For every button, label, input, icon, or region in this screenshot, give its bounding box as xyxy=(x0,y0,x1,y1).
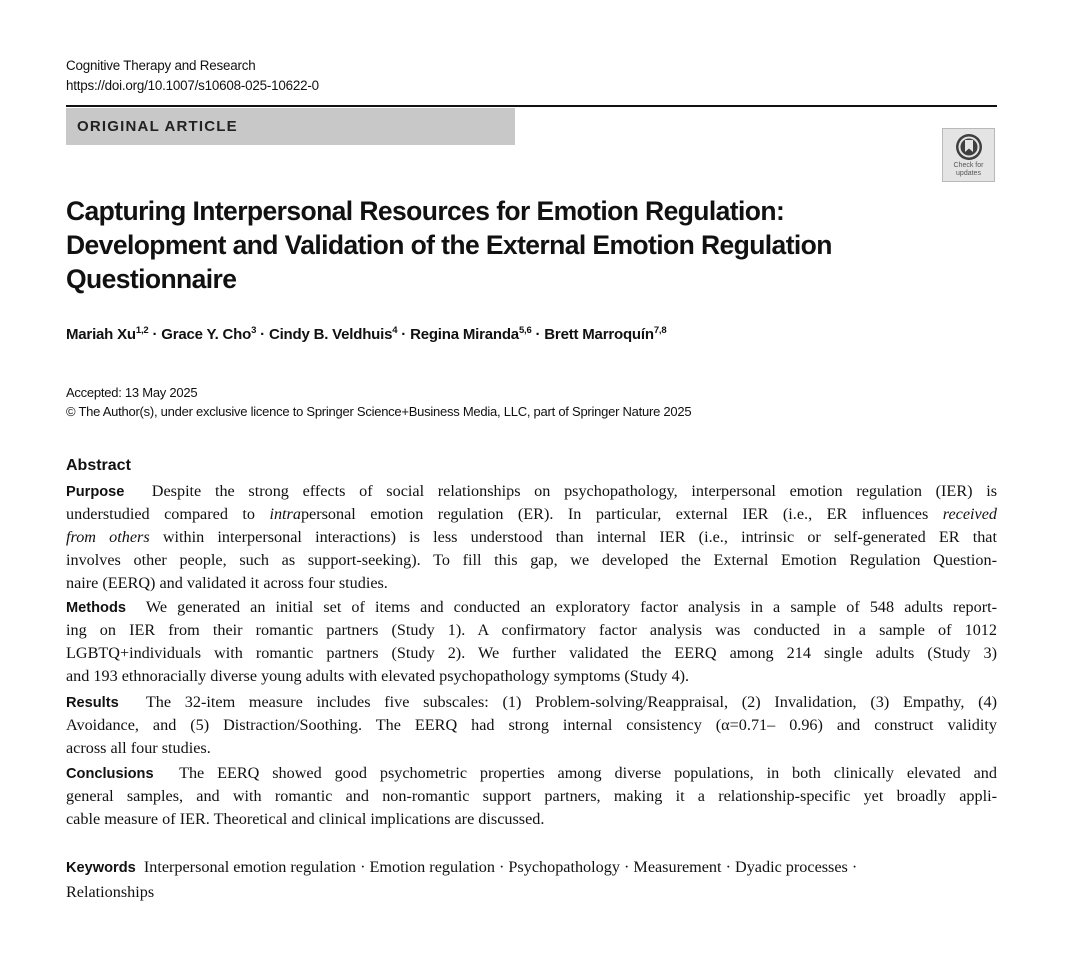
methods-text: We generated an initial set of items and conducted an exploratory factor analysis in a sample of 548 adults report- xyxy=(145,598,997,616)
abstract-line: from others within interpersonal interactions) is less understood than internal IER (i.e., intrinsic or self-generated ER that xyxy=(66,528,997,546)
journal-header xyxy=(66,56,319,96)
keyword[interactable]: Dyadic processes xyxy=(735,858,848,876)
purpose-text: Despite the strong effects of social relationships on psychopathology, interpersonal emotion regulation (IER) is xyxy=(151,482,998,500)
article-type-label: ORIGINAL ARTICLE xyxy=(77,118,238,135)
author-separator: · xyxy=(260,326,265,343)
abstract-line xyxy=(66,762,997,785)
abstract-line xyxy=(66,480,997,503)
author-affiliation: 7,8 xyxy=(653,325,667,336)
accepted-date: Accepted: 13 May 2025 xyxy=(66,385,198,400)
author-affiliation: 3 xyxy=(251,325,257,336)
conclusions-label: Conclusions xyxy=(66,766,154,782)
keyword[interactable]: Emotion regulation xyxy=(369,858,495,876)
author-affiliation: 5,6 xyxy=(518,325,532,336)
author-affiliation: 4 xyxy=(392,325,398,336)
abstract-line: general samples, and with romantic and non-romantic support partners, making it a relationship-specific yet broadly appli- xyxy=(66,787,997,805)
abstract-line: ing on IER from their romantic partners (Study 1). A confirmatory factor analysis was conducted in a sample of 1012 xyxy=(66,621,997,639)
abstract-line xyxy=(66,596,997,619)
abstract-line: across all four studies. xyxy=(66,739,211,757)
keyword[interactable]: Psychopathology xyxy=(508,858,620,876)
abstract-line: cable measure of IER. Theoretical and clinical implications are discussed. xyxy=(66,810,545,828)
conclusions-text: The EERQ showed good psychometric properties among diverse populations, in both clinically elevated and xyxy=(179,764,997,782)
abstract-line: LGBTQ+individuals with romantic partners (Study 2). We further validated the EERQ among 214 single adults (Study 3) xyxy=(66,644,997,662)
abstract-line: Avoidance, and (5) Distraction/Soothing. The EERQ had strong internal consistency (α=0.71– 0.96) and construct validity xyxy=(66,716,997,734)
publication-dates xyxy=(66,383,691,421)
author-separator: · xyxy=(535,326,541,343)
author-affiliation: 1,2 xyxy=(135,325,149,336)
header-divider xyxy=(66,105,997,107)
check-updates-label: Check for updates xyxy=(953,162,984,177)
article-type-banner xyxy=(66,108,515,145)
doi-link[interactable]: https://doi.org/10.1007/s10608-025-10622-0 xyxy=(66,78,319,93)
keywords-label: Keywords xyxy=(66,860,136,876)
journal-name: Cognitive Therapy and Research xyxy=(66,58,256,73)
results-label: Results xyxy=(66,695,119,711)
author-separator: · xyxy=(401,326,407,343)
abstract-line: and 193 ethnoracially diverse young adults with elevated psychopathology symptoms (Study 4). xyxy=(66,667,690,685)
article-title: Capturing Interpersonal Resources for Emotion Regulation: Development and Validation of the External Emotion Regulation Questionnaire xyxy=(66,196,832,294)
author-name[interactable]: Grace Y. Cho xyxy=(161,326,252,343)
abstract-line xyxy=(66,691,997,714)
purpose-label: Purpose xyxy=(66,484,125,500)
keywords-section: Keywords Interpersonal emotion regulation · Emotion regulation · Psychopathology · Measurement · Dyadic processes · Relationships xyxy=(66,858,858,901)
methods-label: Methods xyxy=(66,600,126,616)
author-list xyxy=(66,325,666,343)
results-text: The 32-item measure includes five subscales: (1) Problem-solving/Reappraisal, (2) Invalidation, (3) Empathy, (4) xyxy=(145,693,997,711)
author-name[interactable]: Cindy B. Veldhuis xyxy=(268,326,393,343)
abstract-line: understudied compared to intrapersonal emotion regulation (ER). In particular, external IER (i.e., ER influences received xyxy=(66,505,997,523)
author-separator: · xyxy=(152,326,158,343)
abstract-line: naire (EERQ) and validated it across four studies. xyxy=(66,574,388,592)
author-name[interactable]: Mariah Xu xyxy=(66,326,136,343)
keyword[interactable]: Relationships xyxy=(66,883,155,901)
keyword[interactable]: Interpersonal emotion regulation xyxy=(143,858,357,876)
author-name[interactable]: Regina Miranda xyxy=(410,326,519,343)
keyword[interactable]: Measurement xyxy=(633,858,722,876)
abstract-line: involves other people, such as support-seeking). To fill this gap, we developed the External Emotion Regulation Question- xyxy=(66,551,997,569)
abstract-heading: Abstract xyxy=(66,457,131,474)
check-for-updates-badge[interactable] xyxy=(942,128,995,182)
check-updates-icon xyxy=(954,132,984,162)
copyright-notice: © The Author(s), under exclusive licence to Springer Science+Business Media, LLC, part of Springer Nature 2025 xyxy=(66,404,692,419)
author-name[interactable]: Brett Marroquín xyxy=(544,326,654,343)
